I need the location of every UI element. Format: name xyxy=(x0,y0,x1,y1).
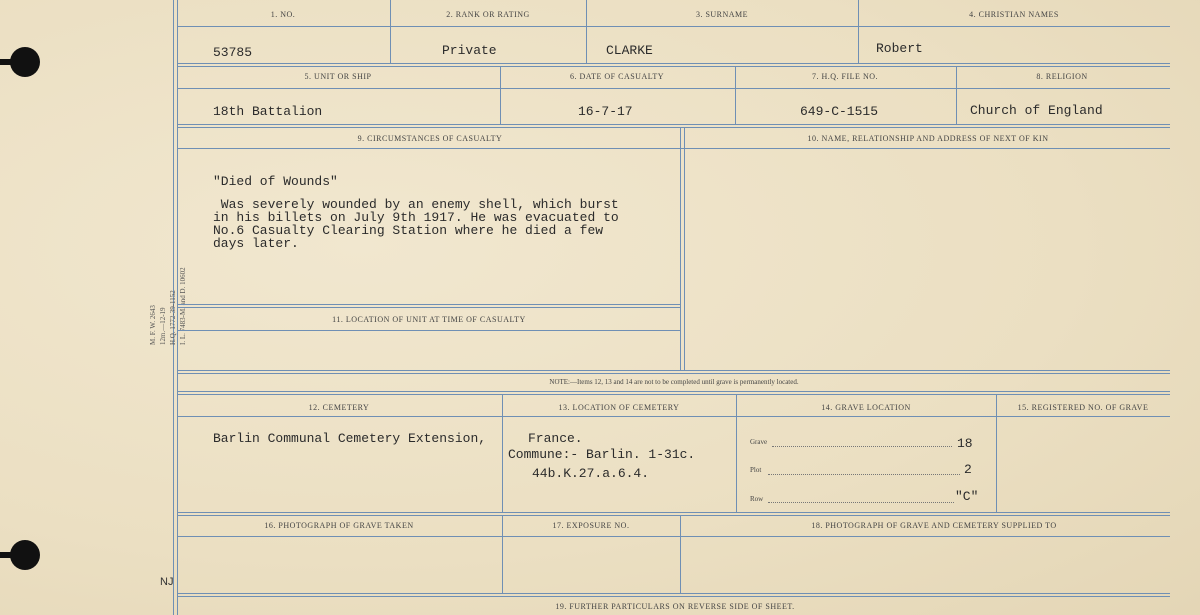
value-no: 53785 xyxy=(213,45,253,60)
value-christian-names: Robert xyxy=(876,41,923,56)
header-unit: 5. UNIT OR SHIP xyxy=(304,72,372,81)
value-rank: Private xyxy=(442,43,497,58)
punch-hole-bottom xyxy=(10,540,40,570)
punch-hole-bottom-tail xyxy=(0,552,14,558)
header-religion: 8. RELIGION xyxy=(1036,72,1088,81)
header-next-of-kin: 10. NAME, RELATIONSHIP AND ADDRESS OF NEXT OF KIN xyxy=(807,134,1049,143)
value-date: 16-7-17 xyxy=(578,104,633,119)
note: NOTE:—Items 12, 13 and 14 are not to be completed until grave is permanently located. xyxy=(549,378,799,386)
value-location-line: Commune:- Barlin. 1-31c. xyxy=(508,447,696,462)
value-religion: Church of England xyxy=(970,103,1103,118)
header-grave-location: 14. GRAVE LOCATION xyxy=(821,403,911,412)
header-date: 6. DATE OF CASUALTY xyxy=(569,72,665,81)
header-photograph-supplied: 18. PHOTOGRAPH OF GRAVE AND CEMETERY SUPPLIED TO xyxy=(811,521,1057,530)
header-cemetery: 12. CEMETERY xyxy=(308,403,370,412)
header-location-of-unit: 11. LOCATION OF UNIT AT TIME OF CASUALTY xyxy=(332,315,526,324)
header-registered-no: 15. REGISTERED NO. OF GRAVE xyxy=(1017,403,1149,412)
card-mark: NJ xyxy=(160,576,174,588)
row-value: "C" xyxy=(955,489,979,504)
plot-value: 2 xyxy=(964,462,972,477)
value-file-no: 649-C-1515 xyxy=(800,104,879,119)
side-print-line: M. F. W. 2643 xyxy=(149,305,157,345)
value-unit: 18th Battalion xyxy=(213,104,323,119)
header-location-of-cemetery: 13. LOCATION OF CEMETERY xyxy=(558,403,680,412)
grave-label: Grave xyxy=(750,438,768,446)
header-photograph-taken: 16. PHOTOGRAPH OF GRAVE TAKEN xyxy=(264,521,414,530)
grave-value: 18 xyxy=(957,436,973,451)
circumstances-line: days later. xyxy=(213,236,299,251)
header-exposure-no: 17. EXPOSURE NO. xyxy=(552,521,630,530)
value-surname: CLARKE xyxy=(606,43,653,58)
circumstances-line: in his billets on July 9th 1917. He was evacuated to xyxy=(213,210,619,225)
circumstances-line: No.6 Casualty Clearing Station where he died a few xyxy=(213,223,604,238)
circumstances-title: "Died of Wounds" xyxy=(213,174,338,189)
plot-label: Plot xyxy=(750,466,762,474)
header-circumstances: 9. CIRCUMSTANCES OF CASUALTY xyxy=(357,134,503,143)
row-label: Row xyxy=(750,495,764,503)
header-surname: 3. SURNAME xyxy=(695,10,749,19)
footer-note: 19. FURTHER PARTICULARS ON REVERSE SIDE OF SHEET. xyxy=(555,602,795,611)
value-location-line: France. xyxy=(528,431,583,446)
header-no: 1. NO. xyxy=(270,10,296,19)
header-file-no: 7. H.Q. FILE NO. xyxy=(812,72,878,81)
punch-hole-top xyxy=(10,47,40,77)
circumstances-line: Was severely wounded by an enemy shell, which burst xyxy=(213,197,619,212)
header-christian-names: 4. CHRISTIAN NAMES xyxy=(969,10,1059,19)
header-rank: 2. RANK OR RATING xyxy=(446,10,530,19)
side-print-line: H.Q. 1772-39-1152 xyxy=(169,290,177,345)
value-cemetery: Barlin Communal Cemetery Extension, xyxy=(213,431,487,446)
value-location-line: 44b.K.27.a.6.4. xyxy=(532,466,650,481)
punch-hole-top-tail xyxy=(0,59,14,65)
side-print-line: 12m.—12-19 xyxy=(159,307,167,345)
